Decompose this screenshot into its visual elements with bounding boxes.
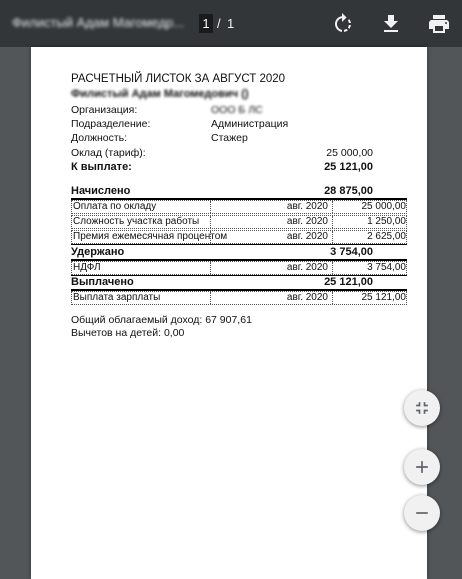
page-separator: / [217,16,221,31]
row-amount: 2 625,00 [367,231,406,242]
zoom-out-icon [412,503,432,523]
table-row [71,261,407,275]
zoom-in-button[interactable] [404,449,440,485]
payout-value: 25 121,00 [324,161,373,173]
section-divider [71,244,407,245]
row-name: Премия ежемесячная процентом [73,231,228,242]
row-name: Выплата зарплаты [73,292,161,303]
table-row [71,200,407,214]
row-period: авг. 2020 [286,262,328,273]
position-label: Должность: [71,132,128,144]
row-amount: 25 121,00 [361,292,406,303]
paid-total: 25 121,00 [324,276,373,288]
position-value: Стажер [211,132,248,144]
row-name: Сложность участка работы [73,216,200,227]
zoom-in-icon [412,457,432,477]
child-deductions: Вычетов на детей: 0,00 [71,327,185,339]
page-number-input[interactable]: 1 [199,14,213,33]
withheld-title: Удержано [71,246,125,258]
organization-value: ООО Б ЛС [211,104,263,116]
print-icon[interactable] [427,12,451,36]
pdf-toolbar [0,0,462,47]
salary-label: Оклад (тариф): [71,147,146,159]
document-title: Филистый Адам Магомедр... [12,15,185,30]
employee-name: Филистый Адам Магомедович () [71,88,249,100]
department-label: Подразделение: [71,118,151,130]
paid-title: Выплачено [71,276,134,288]
salary-value: 25 000,00 [326,147,373,159]
page-total: 1 [227,16,235,31]
row-period: авг. 2020 [286,292,328,303]
table-row [71,291,407,305]
rotate-clockwise-icon[interactable] [331,12,355,36]
payout-label: К выплате: [71,161,132,173]
organization-label: Организация: [71,104,138,116]
row-period: авг. 2020 [286,216,328,227]
withheld-total: 3 754,00 [330,246,373,258]
zoom-out-button[interactable] [404,495,440,531]
taxable-income: Общий облагаемый доход: 67 907,61 [71,314,252,326]
accrued-total: 28 875,00 [324,185,373,197]
row-amount: 3 754,00 [367,262,406,273]
department-value: Администрация [211,118,289,130]
row-period: авг. 2020 [286,231,328,242]
table-row [71,230,407,244]
fit-to-page-button[interactable] [404,390,440,426]
row-amount: 1 250,00 [367,216,406,227]
row-period: авг. 2020 [286,201,328,212]
row-amount: 25 000,00 [361,201,406,212]
table-row [71,215,407,229]
document-page [31,47,427,579]
row-name: НДФЛ [73,262,101,273]
download-icon[interactable] [379,12,403,36]
fit-to-page-icon [412,398,432,418]
accrued-title: Начислено [71,185,131,197]
row-name: Оплата по окладу [73,201,157,212]
document-heading: РАСЧЕТНЫЙ ЛИСТОК ЗА АВГУСТ 2020 [71,73,286,85]
